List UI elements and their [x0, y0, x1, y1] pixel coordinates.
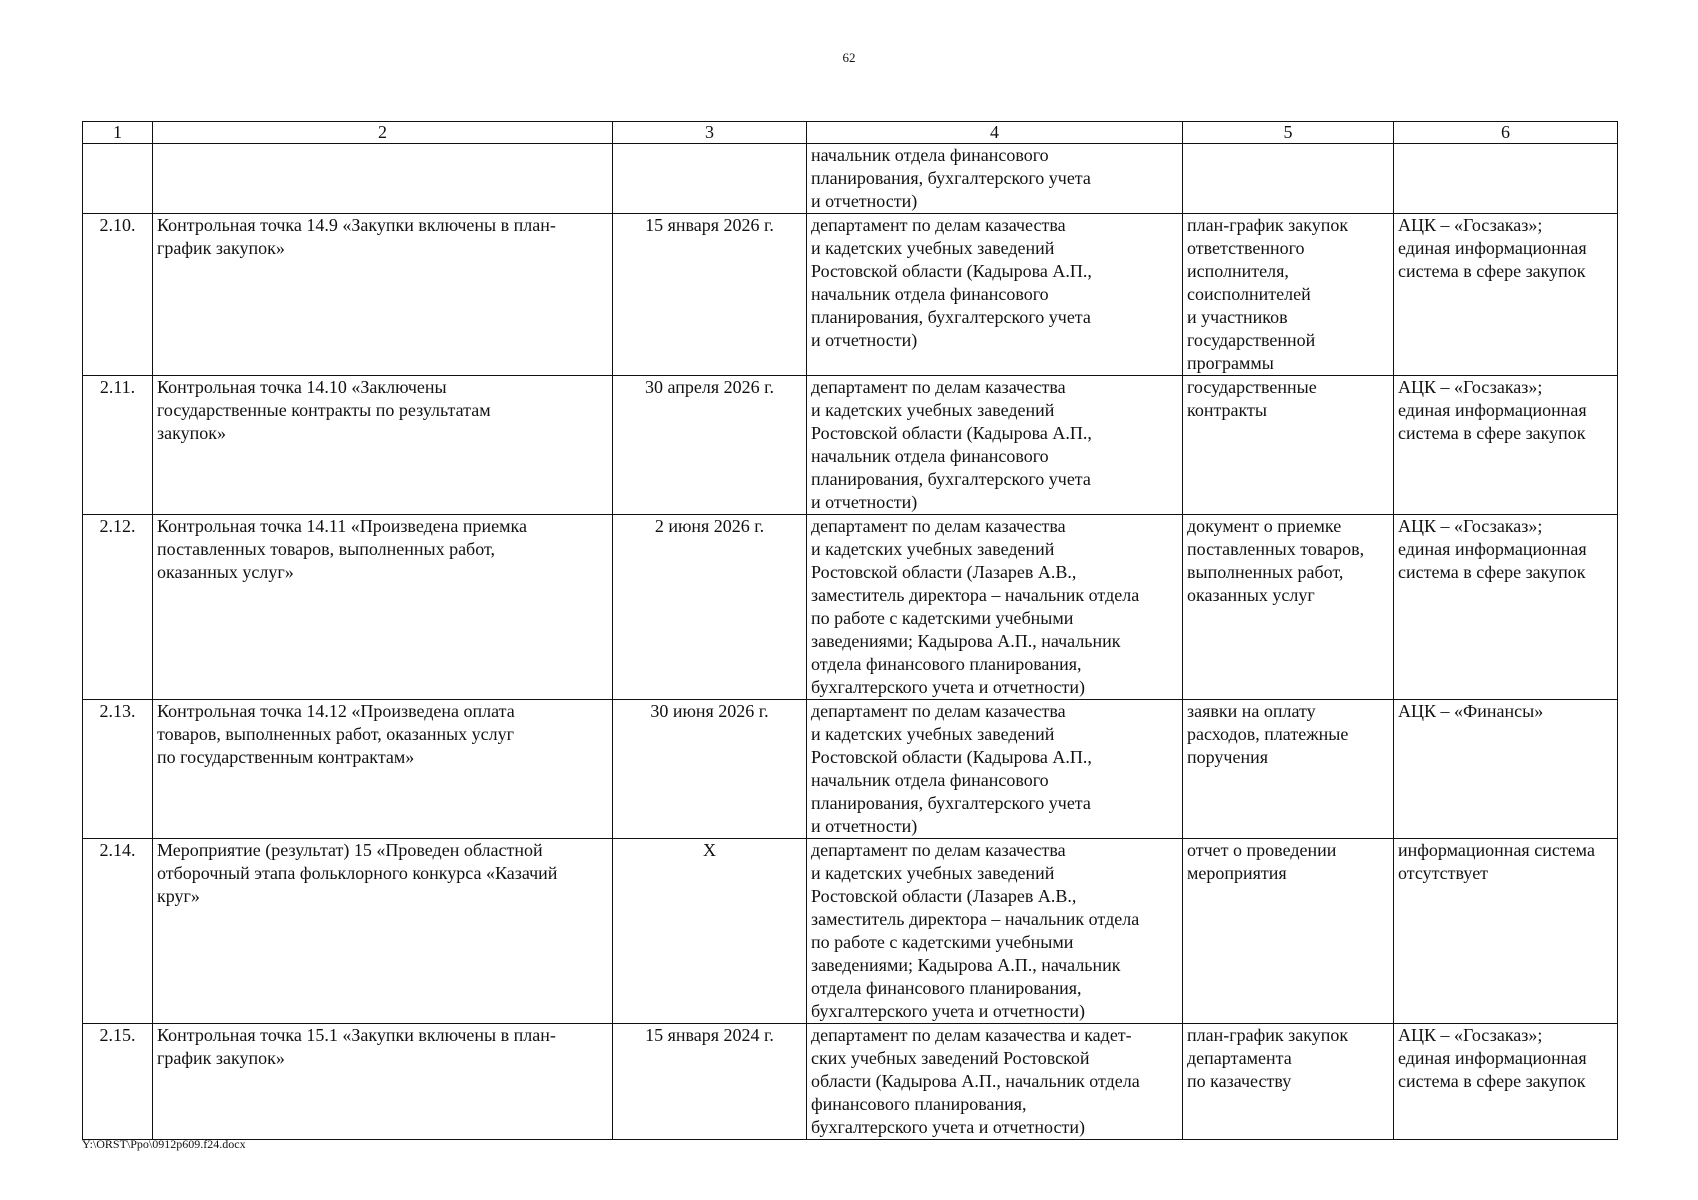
- cell-text-line: система в сфере закупок: [1398, 562, 1586, 582]
- date-cell: 2 июня 2026 г.: [613, 515, 807, 700]
- cell-text-line: Ростовской области (Кадырова А.П.,: [811, 261, 1092, 281]
- cell-text-line: и отчетности): [811, 816, 918, 836]
- cell-text-line: АЦК – «Госзаказ»;: [1398, 516, 1543, 536]
- cell-text-line: система в сфере закупок: [1398, 261, 1586, 281]
- cell-text-line: план-график закупок: [1187, 215, 1349, 235]
- header-row: [83, 122, 1618, 144]
- cell-text-line: заявки на оплату: [1187, 701, 1316, 721]
- cell-text-line: Контрольная точка 14.9 «Закупки включены в план-: [157, 215, 556, 235]
- header-cell: 1: [83, 122, 153, 144]
- event-name-cell: [153, 376, 613, 515]
- cell-text-line: график закупок»: [157, 1048, 285, 1068]
- cell-text-line: система в сфере закупок: [1398, 1071, 1586, 1091]
- event-name-cell: [153, 1024, 613, 1140]
- info-system-cell: [1394, 700, 1618, 839]
- cell-text-line: государственные контракты по результатам: [157, 400, 491, 420]
- cell-text-line: заведениями; Кадырова А.П., начальник: [811, 955, 1121, 975]
- cell-text-line: отборочный этапа фольклорного конкурса «Казачий: [157, 863, 558, 883]
- document-type-cell: [1183, 839, 1394, 1024]
- cell-text-line: документ о приемке: [1187, 516, 1342, 536]
- table-row: [83, 376, 1618, 515]
- cell-text-line: исполнителя,: [1187, 261, 1289, 281]
- plan-table: [82, 121, 1618, 1140]
- header-cell: 3: [613, 122, 807, 144]
- row-number-cell: [83, 144, 153, 214]
- cell-text-line: оказанных услуг»: [157, 562, 294, 582]
- cell-text-line: Ростовской области (Лазарев А.В.,: [811, 562, 1077, 582]
- cell-text-line: расходов, платежные: [1187, 724, 1349, 744]
- cell-text-line: начальник отдела финансового: [811, 284, 1049, 304]
- cell-text-line: отдела финансового планирования,: [811, 978, 1082, 998]
- cell-text-line: отчет о проведении: [1187, 840, 1337, 860]
- responsible-cell: [807, 1024, 1183, 1140]
- cell-text-line: планирования, бухгалтерского учета: [811, 469, 1091, 489]
- responsible-cell: [807, 376, 1183, 515]
- cell-text-line: закупок»: [157, 423, 226, 443]
- info-system-cell: [1394, 376, 1618, 515]
- cell-text-line: департамент по делам казачества: [811, 840, 1066, 860]
- cell-text-line: бухгалтерского учета и отчетности): [811, 677, 1085, 697]
- date-cell: [613, 144, 807, 214]
- cell-text-line: департамент по делам казачества: [811, 215, 1066, 235]
- cell-text-line: заместитель директора – начальник отдела: [811, 909, 1140, 929]
- cell-text-line: по работе с кадетскими учебными: [811, 932, 1074, 952]
- info-system-cell: [1394, 214, 1618, 376]
- cell-text-line: АЦК – «Госзаказ»;: [1398, 1025, 1543, 1045]
- date-cell: 15 января 2026 г.: [613, 214, 807, 376]
- document-type-cell: [1183, 214, 1394, 376]
- event-name-cell: [153, 700, 613, 839]
- cell-text-line: Контрольная точка 14.11 «Произведена приемка: [157, 516, 527, 536]
- cell-text-line: и отчетности): [811, 492, 918, 512]
- cell-text-line: единая информационная: [1398, 400, 1587, 420]
- cell-text-line: области (Кадырова А.П., начальник отдела: [811, 1071, 1140, 1091]
- cell-text-line: департамент по делам казачества: [811, 701, 1066, 721]
- cell-text-line: соисполнителей: [1187, 284, 1311, 304]
- event-name-cell: [153, 839, 613, 1024]
- cell-text-line: государственные: [1187, 377, 1317, 397]
- cell-text-line: система в сфере закупок: [1398, 423, 1586, 443]
- cell-text-line: департамент по делам казачества: [811, 516, 1066, 536]
- cell-text-line: департамента: [1187, 1048, 1292, 1068]
- table-row: [83, 1024, 1618, 1140]
- row-number-cell: 2.13.: [83, 700, 153, 839]
- row-number-cell: 2.10.: [83, 214, 153, 376]
- cell-text-line: Мероприятие (результат) 15 «Проведен областной: [157, 840, 543, 860]
- cell-text-line: выполненных работ,: [1187, 562, 1344, 582]
- cell-text-line: АЦК – «Финансы»: [1398, 701, 1544, 721]
- document-type-cell: [1183, 1024, 1394, 1140]
- date-cell: 30 апреля 2026 г.: [613, 376, 807, 515]
- cell-text-line: планирования, бухгалтерского учета: [811, 168, 1091, 188]
- cell-text-line: товаров, выполненных работ, оказанных услуг: [157, 724, 515, 744]
- cell-text-line: планирования, бухгалтерского учета: [811, 307, 1091, 327]
- cell-text-line: Ростовской области (Кадырова А.П.,: [811, 747, 1092, 767]
- event-name-cell: [153, 214, 613, 376]
- cell-text-line: по государственным контрактам»: [157, 747, 415, 767]
- responsible-cell: [807, 700, 1183, 839]
- header-cell: 2: [153, 122, 613, 144]
- cell-text-line: бухгалтерского учета и отчетности): [811, 1001, 1085, 1021]
- cell-text-line: информационная система: [1398, 840, 1595, 860]
- cell-text-line: единая информационная: [1398, 1048, 1587, 1068]
- table-row: [83, 515, 1618, 700]
- responsible-cell: [807, 515, 1183, 700]
- cell-text-line: программы: [1187, 353, 1274, 373]
- event-name-cell: [153, 515, 613, 700]
- info-system-cell: [1394, 515, 1618, 700]
- cell-text-line: АЦК – «Госзаказ»;: [1398, 215, 1543, 235]
- cell-text-line: и отчетности): [811, 330, 918, 350]
- table-row: [83, 839, 1618, 1024]
- cell-text-line: и участников: [1187, 307, 1288, 327]
- date-cell: Х: [613, 839, 807, 1024]
- cell-text-line: контракты: [1187, 400, 1268, 420]
- cell-text-line: Ростовской области (Лазарев А.В.,: [811, 886, 1077, 906]
- table-row: [83, 700, 1618, 839]
- cell-text-line: единая информационная: [1398, 238, 1587, 258]
- document-type-cell: [1183, 376, 1394, 515]
- header-cell: 5: [1183, 122, 1394, 144]
- cell-text-line: и кадетских учебных заведений: [811, 400, 1055, 420]
- cell-text-line: и кадетских учебных заведений: [811, 539, 1055, 559]
- cell-text-line: план-график закупок: [1187, 1025, 1349, 1045]
- cell-text-line: отсутствует: [1398, 863, 1489, 883]
- cell-text-line: начальник отдела финансового: [811, 770, 1049, 790]
- cell-text-line: ответственного: [1187, 238, 1305, 258]
- table-row: [83, 144, 1618, 214]
- cell-text-line: начальник отдела финансового: [811, 145, 1049, 165]
- cell-text-line: Контрольная точка 15.1 «Закупки включены в план-: [157, 1025, 556, 1045]
- cell-text-line: планирования, бухгалтерского учета: [811, 793, 1091, 813]
- cell-text-line: бухгалтерского учета и отчетности): [811, 1117, 1085, 1137]
- cell-text-line: круг»: [157, 886, 200, 906]
- header-cell: 6: [1394, 122, 1618, 144]
- cell-text-line: Ростовской области (Кадырова А.П.,: [811, 423, 1092, 443]
- cell-text-line: отдела финансового планирования,: [811, 654, 1082, 674]
- event-name-cell: [153, 144, 613, 214]
- table-row: [83, 214, 1618, 376]
- cell-text-line: АЦК – «Госзаказ»;: [1398, 377, 1543, 397]
- cell-text-line: и кадетских учебных заведений: [811, 238, 1055, 258]
- page-number: 62: [842, 50, 856, 65]
- cell-text-line: единая информационная: [1398, 539, 1587, 559]
- info-system-cell: [1394, 1024, 1618, 1140]
- document-type-cell: [1183, 144, 1394, 214]
- cell-text-line: ских учебных заведений Ростовской: [811, 1048, 1090, 1068]
- cell-text-line: поставленных товаров,: [1187, 539, 1365, 559]
- cell-text-line: заместитель директора – начальник отдела: [811, 585, 1140, 605]
- cell-text-line: начальник отдела финансового: [811, 446, 1049, 466]
- cell-text-line: график закупок»: [157, 238, 285, 258]
- info-system-cell: [1394, 144, 1618, 214]
- cell-text-line: департамент по делам казачества: [811, 377, 1066, 397]
- cell-text-line: поставленных товаров, выполненных работ,: [157, 539, 495, 559]
- cell-text-line: и отчетности): [811, 191, 918, 211]
- date-cell: 15 января 2024 г.: [613, 1024, 807, 1140]
- header-cell: 4: [807, 122, 1183, 144]
- cell-text-line: поручения: [1187, 747, 1268, 767]
- cell-text-line: оказанных услуг: [1187, 585, 1315, 605]
- cell-text-line: Контрольная точка 14.10 «Заключены: [157, 377, 447, 397]
- cell-text-line: государственной: [1187, 330, 1316, 350]
- file-path-footer: Y:\ORST\Ppo\0912p609.f24.docx: [82, 1137, 246, 1151]
- row-number-cell: 2.11.: [83, 376, 153, 515]
- cell-text-line: департамент по делам казачества и кадет-: [811, 1025, 1132, 1045]
- document-type-cell: [1183, 515, 1394, 700]
- row-number-cell: 2.12.: [83, 515, 153, 700]
- cell-text-line: по работе с кадетскими учебными: [811, 608, 1074, 628]
- row-number-cell: 2.14.: [83, 839, 153, 1024]
- cell-text-line: мероприятия: [1187, 863, 1287, 883]
- cell-text-line: и кадетских учебных заведений: [811, 724, 1055, 744]
- cell-text-line: и кадетских учебных заведений: [811, 863, 1055, 883]
- cell-text-line: заведениями; Кадырова А.П., начальник: [811, 631, 1121, 651]
- info-system-cell: [1394, 839, 1618, 1024]
- cell-text-line: финансового планирования,: [811, 1094, 1027, 1114]
- cell-text-line: Контрольная точка 14.12 «Произведена оплата: [157, 701, 515, 721]
- date-cell: 30 июня 2026 г.: [613, 700, 807, 839]
- cell-text-line: по казачеству: [1187, 1071, 1292, 1091]
- row-number-cell: 2.15.: [83, 1024, 153, 1140]
- responsible-cell: [807, 144, 1183, 214]
- responsible-cell: [807, 839, 1183, 1024]
- document-type-cell: [1183, 700, 1394, 839]
- responsible-cell: [807, 214, 1183, 376]
